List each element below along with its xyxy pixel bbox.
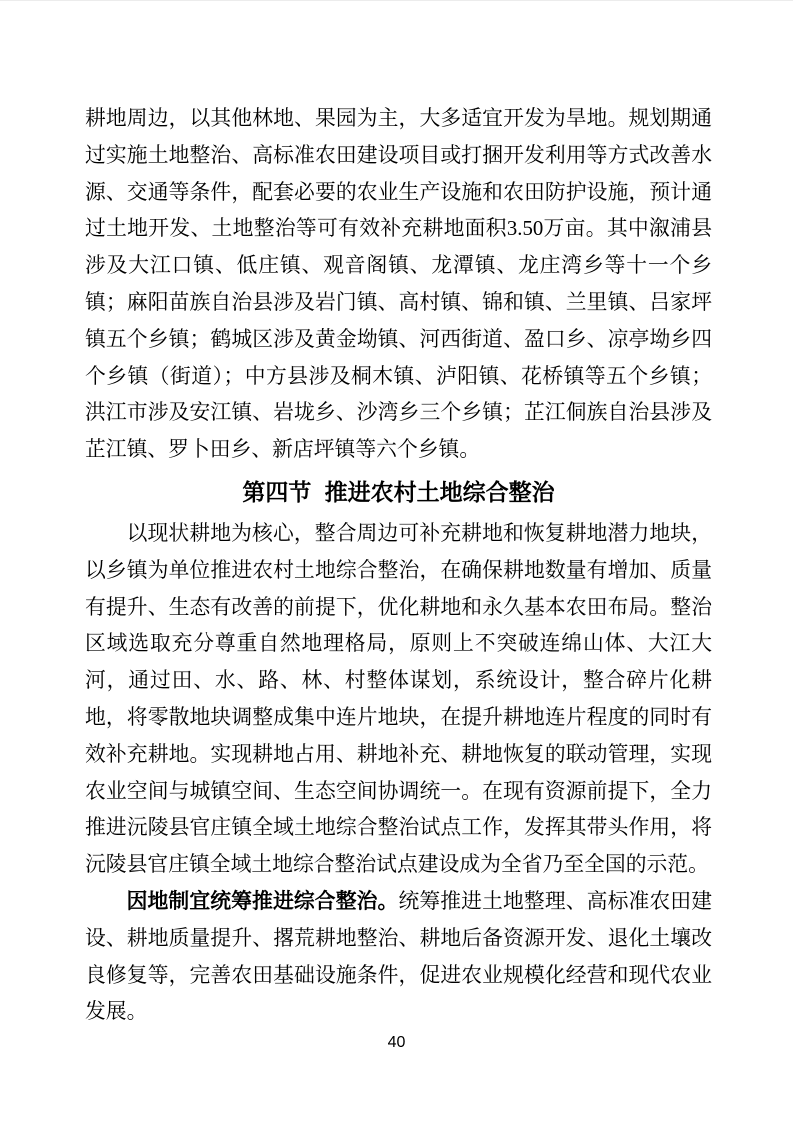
page-number: 40 — [387, 1034, 406, 1051]
section-heading: 第四节 推进农村土地综合整治 — [242, 478, 555, 505]
paragraph-land-development: 耕地周边，以其他林地、果园为主，大多适宜开发为旱地。规划期通过实施土地整治、高标准农田建设项目或打捆开发利用等方式改善水源、交通等条件，配套必要的农业生产设施和农田防护设施，预计通过土地开发、土地整治等可有效补充耕地面积3.50万亩。其中溆浦县涉及大江口镇、低庄镇、观音阁镇、龙潭镇、龙庄湾乡等十一个乡镇；麻阳苗族自治县涉及岩门镇、高村镇、锦和镇、兰里镇、吕家坪镇五个乡镇；鹤城区涉及黄金坳镇、河西街道、盈口乡、凉亭坳乡四个乡镇（街道）；中方县涉及桐木镇、泸阳镇、花桥镇等五个乡镇；洪江市涉及安江镇、岩垅乡、沙湾乡三个乡镇；芷江侗族自治县涉及芷江镇、罗卜田乡、新店坪镇等六个乡镇。 — [85, 107, 712, 462]
paragraph-lead-rest: 统筹推进土地整理、高标准农田建设、耕地质量提升、撂荒耕地整治、耕地后备资源开发、退化土壤改良修复等，完善农田基础设施条件，促进农业规模化经营和现代农业发展。 — [85, 889, 713, 1024]
paragraph-lead-bold: 因地制宜统筹推进综合整治。 — [126, 889, 399, 913]
paragraph-coordinated-consolidation — [85, 884, 712, 1031]
paragraph-consolidation-overview: 以现状耕地为核心，整合周边可补充耕地和恢复耕地潜力地块，以乡镇为单位推进农村土地综合整治，在确保耕地数量有增加、质量有提升、生态有改善的前提下，优化耕地和永久基本农田布局。整治区域选取充分尊重自然地理格局，原则上不突破连绵山体、大江大河，通过田、水、路、林、村整体谋划，系统设计，整合碎片化耕地，将零散地块调整成集中连片地块，在提升耕地连片程度的同时有效补充耕地。实现耕地占用、耕地补充、耕地恢复的联动管理，实现农业空间与城镇空间、生态空间协调统一。在现有资源前提下，全力推进沅陵县官庄镇全域土地综合整治试点工作，发挥其带头作用，将沅陵县官庄镇全域土地综合整治试点建设成为全省乃至全国的示范。 — [85, 521, 712, 877]
page-content — [85, 101, 712, 1031]
